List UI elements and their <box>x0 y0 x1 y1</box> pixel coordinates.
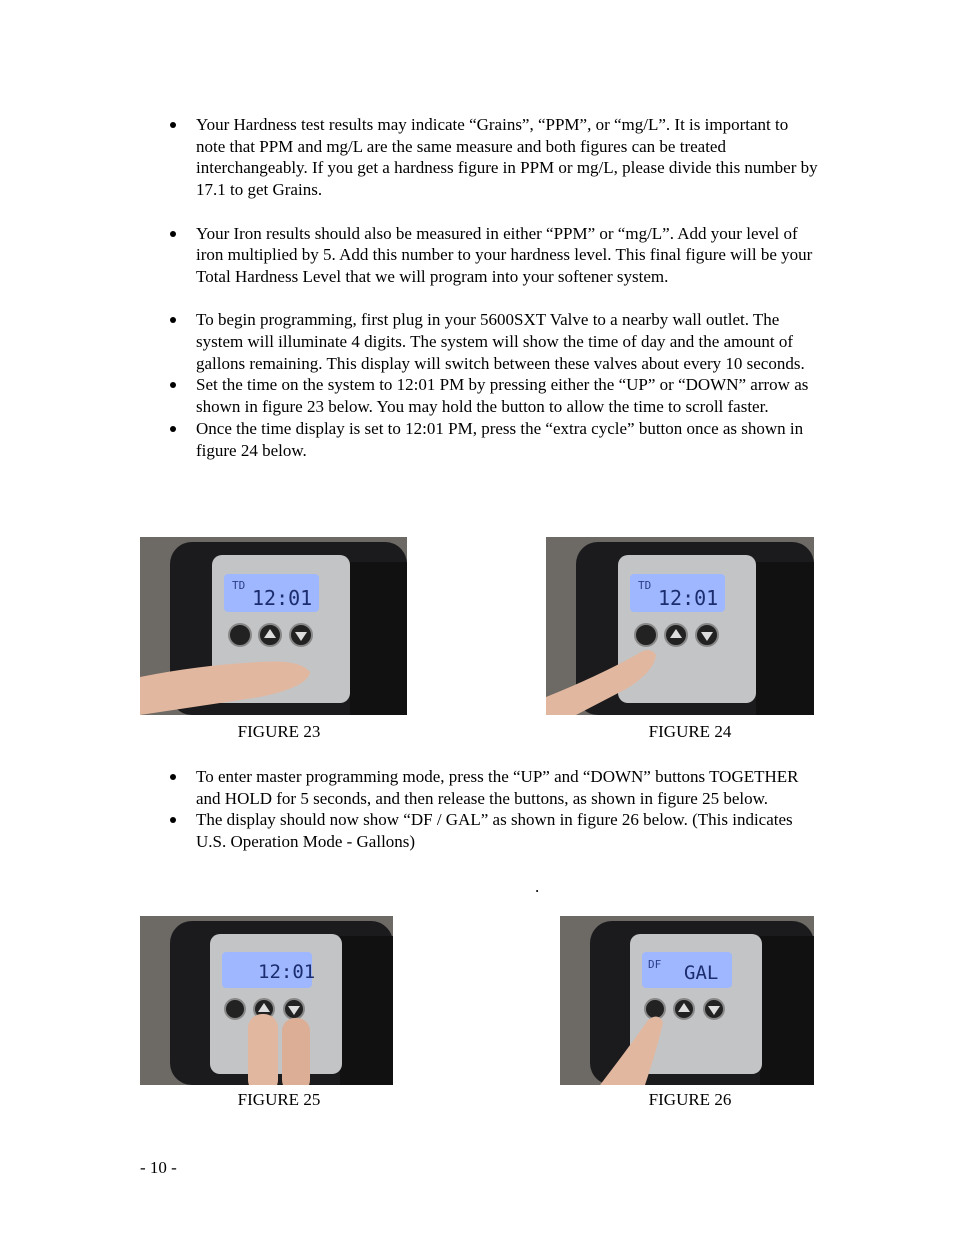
lcd-main-text: 12:01 <box>252 586 313 610</box>
lcd-small-text: DF <box>648 958 662 971</box>
bullet-set-time: Set the time on the system to 12:01 PM by pressing either the “UP” or “DOWN” arrow as shown in figure 23 below. You may hold the button to allow the time to scroll faster. <box>168 374 818 417</box>
figure-26-caption: FIGURE 26 <box>648 1090 732 1109</box>
bullet-list-top <box>168 114 818 461</box>
figure-25-caption: FIGURE 25 <box>237 1090 321 1109</box>
figure-24-photo <box>546 537 814 715</box>
bullet-df-gal: The display should now show “DF / GAL” as shown in figure 26 below. (This indicates U.S. Operation Mode - Gallons) <box>168 809 818 852</box>
bullet-list-bottom <box>168 766 818 853</box>
lcd-main-text: GAL <box>684 962 719 984</box>
bullet-iron: Your Iron results should also be measured in either “PPM” or “mg/L”. Add your level of iron multiplied by 5. Add this number to your hardness level. This final figure will be your Total Hardness Level that we will program into your softener system. <box>168 223 818 288</box>
stray-dot: . <box>535 877 540 896</box>
figure-26-photo <box>560 916 814 1085</box>
figure-23-caption: FIGURE 23 <box>237 722 321 741</box>
bullet-begin-programming: To begin programming, first plug in your 5600SXT Valve to a nearby wall outlet. The system will illuminate 4 digits. The system will show the time of day and the amount of gallons remaining. This display will switch between these valves about every 10 seconds. <box>168 309 818 374</box>
lcd-main-text: 12:01 <box>658 586 719 610</box>
lcd-small-text: TD <box>232 579 246 592</box>
figure-24-caption: FIGURE 24 <box>648 722 732 741</box>
lcd-main-text: 12:01 <box>258 961 316 983</box>
bullet-hardness: Your Hardness test results may indicate “Grains”, “PPM”, or “mg/L”. It is important to note that PPM and mg/L are the same measure and both figures can be treated interchangeably. If you get a hardness figure in PPM or mg/L, please divide this number by 17.1 to get Grains. <box>168 114 818 201</box>
figure-25-photo <box>140 916 393 1085</box>
bullet-extra-cycle: Once the time display is set to 12:01 PM, press the “extra cycle” button once as shown in figure 24 below. <box>168 418 818 461</box>
bullet-master-programming: To enter master programming mode, press the “UP” and “DOWN” buttons TOGETHER and HOLD for 5 seconds, and then release the buttons, as shown in figure 25 below. <box>168 766 818 809</box>
page-number: - 10 - <box>140 1158 177 1177</box>
lcd-small-text: TD <box>638 579 652 592</box>
figure-23-photo <box>140 537 407 715</box>
